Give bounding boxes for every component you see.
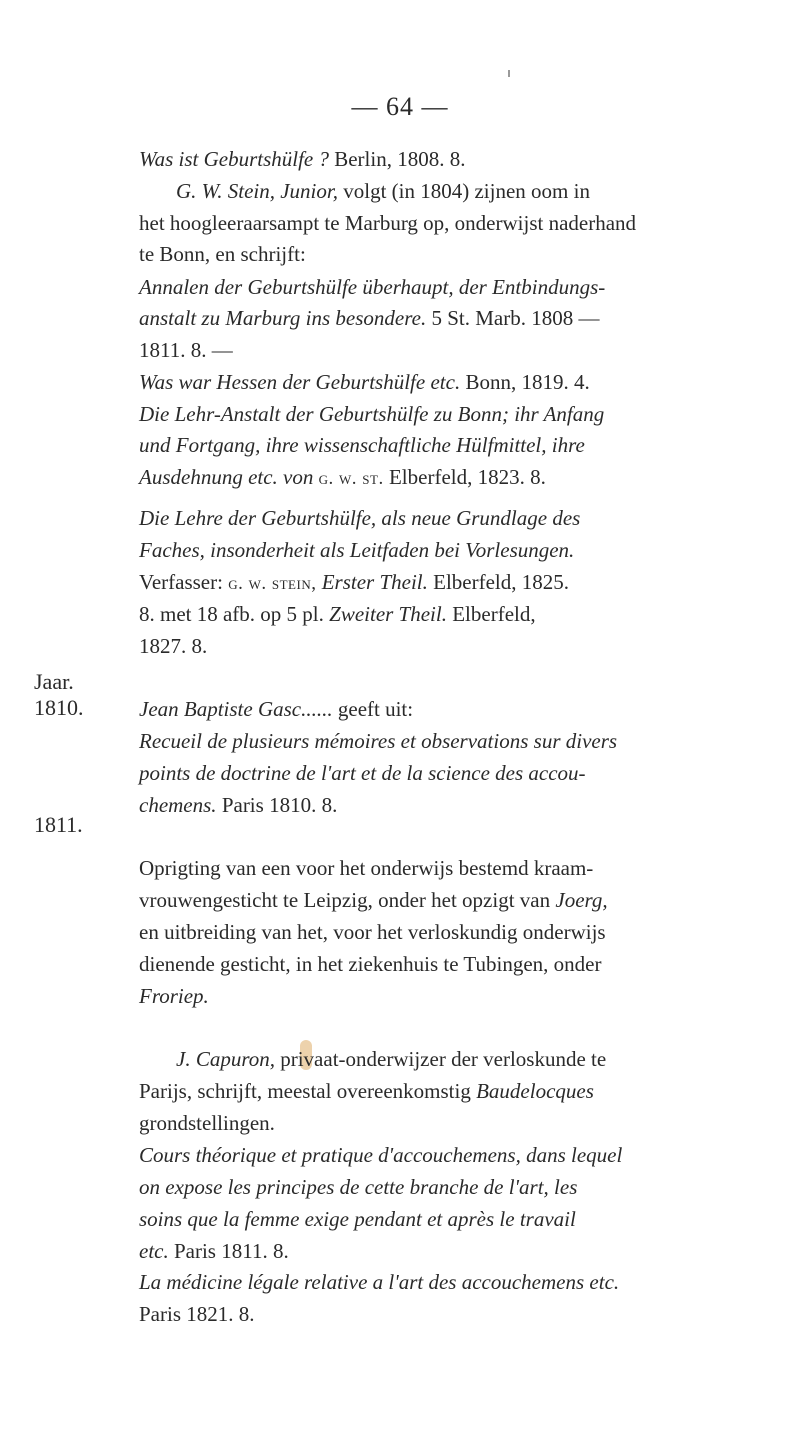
text-line: etc. Paris 1811. 8. (139, 1239, 289, 1263)
text-line: Annalen der Geburtshülfe überhaupt, der Entbindungs- (139, 275, 606, 299)
text-line: chemens. Paris 1810. 8. (139, 793, 338, 817)
margin-year-1810: 1810. (34, 695, 84, 720)
text-line: het hoogleeraarsampt te Marburg op, onderwijst naderhand (139, 211, 637, 235)
text-line: Faches, insonderheit als Leitfaden bei Vorlesungen. (139, 538, 575, 562)
text-line: 1827. 8. (139, 634, 208, 658)
text-line: grondstellingen. (139, 1111, 275, 1135)
text-line: points de doctrine de l'art et de la science des accou- (139, 761, 586, 785)
page-number: — 64 — (351, 92, 449, 121)
text-line: 8. met 18 afb. op 5 pl. Zweiter Theil. Elberfeld, (139, 602, 536, 626)
text-line: Die Lehre der Geburtshülfe, als neue Grundlage des (139, 506, 581, 530)
margin-label-jaar: Jaar. (34, 669, 74, 694)
text-line: Ausdehnung etc. von g. w. st. Elberfeld, 1823. 8. (139, 465, 546, 489)
text-line: Die Lehr-Anstalt der Geburtshülfe zu Bonn; ihr Anfang (139, 402, 605, 426)
ink-speck (508, 70, 510, 77)
text-line: vrouwengesticht te Leipzig, onder het opzigt van Joerg, (139, 888, 608, 912)
text-line: G. W. Stein, Junior, volgt (in 1804) zijnen oom in (176, 179, 590, 203)
text-line: anstalt zu Marburg ins besondere. 5 St. Marb. 1808 — (139, 306, 600, 330)
text-line: J. Capuron, privaat-onderwijzer der verloskunde te (176, 1047, 607, 1071)
text-line: Jean Baptiste Gasc...... geeft uit: (139, 697, 414, 721)
text-line: en uitbreiding van het, voor het verloskundig onderwijs (139, 920, 606, 944)
text-line: Was war Hessen der Geburtshülfe etc. Bonn, 1819. 4. (139, 370, 590, 394)
text-line: Parijs, schrijft, meestal overeenkomstig Baudelocques (139, 1079, 594, 1103)
text-line: 1811. 8. — (139, 338, 233, 362)
text-line: Oprigting van een voor het onderwijs bestemd kraam- (139, 856, 594, 880)
text-line: Recueil de plusieurs mémoires et observations sur divers (139, 729, 618, 753)
text-line: Froriep. (139, 984, 209, 1008)
text-line: soins que la femme exige pendant et après le travail (139, 1207, 576, 1231)
text-line: La médicine légale relative a l'art des accouchemens etc. (139, 1270, 620, 1294)
text-line: dienende gesticht, in het ziekenhuis te Tubingen, onder (139, 952, 602, 976)
text-line: und Fortgang, ihre wissenschaftliche Hülfmittel, ihre (139, 433, 585, 457)
text-line: Verfasser: g. w. stein, Erster Theil. Elberfeld, 1825. (139, 570, 570, 594)
text-line: on expose les principes de cette branche de l'art, les (139, 1175, 578, 1199)
text-line: Was ist Geburtshülfe ? Berlin, 1808. 8. (139, 147, 466, 171)
text-line: Paris 1821. 8. (139, 1302, 255, 1326)
text-line: te Bonn, en schrijft: (139, 242, 306, 266)
text-line: Cours théorique et pratique d'accouchemens, dans lequel (139, 1143, 623, 1167)
margin-year-1811: 1811. (34, 812, 83, 837)
